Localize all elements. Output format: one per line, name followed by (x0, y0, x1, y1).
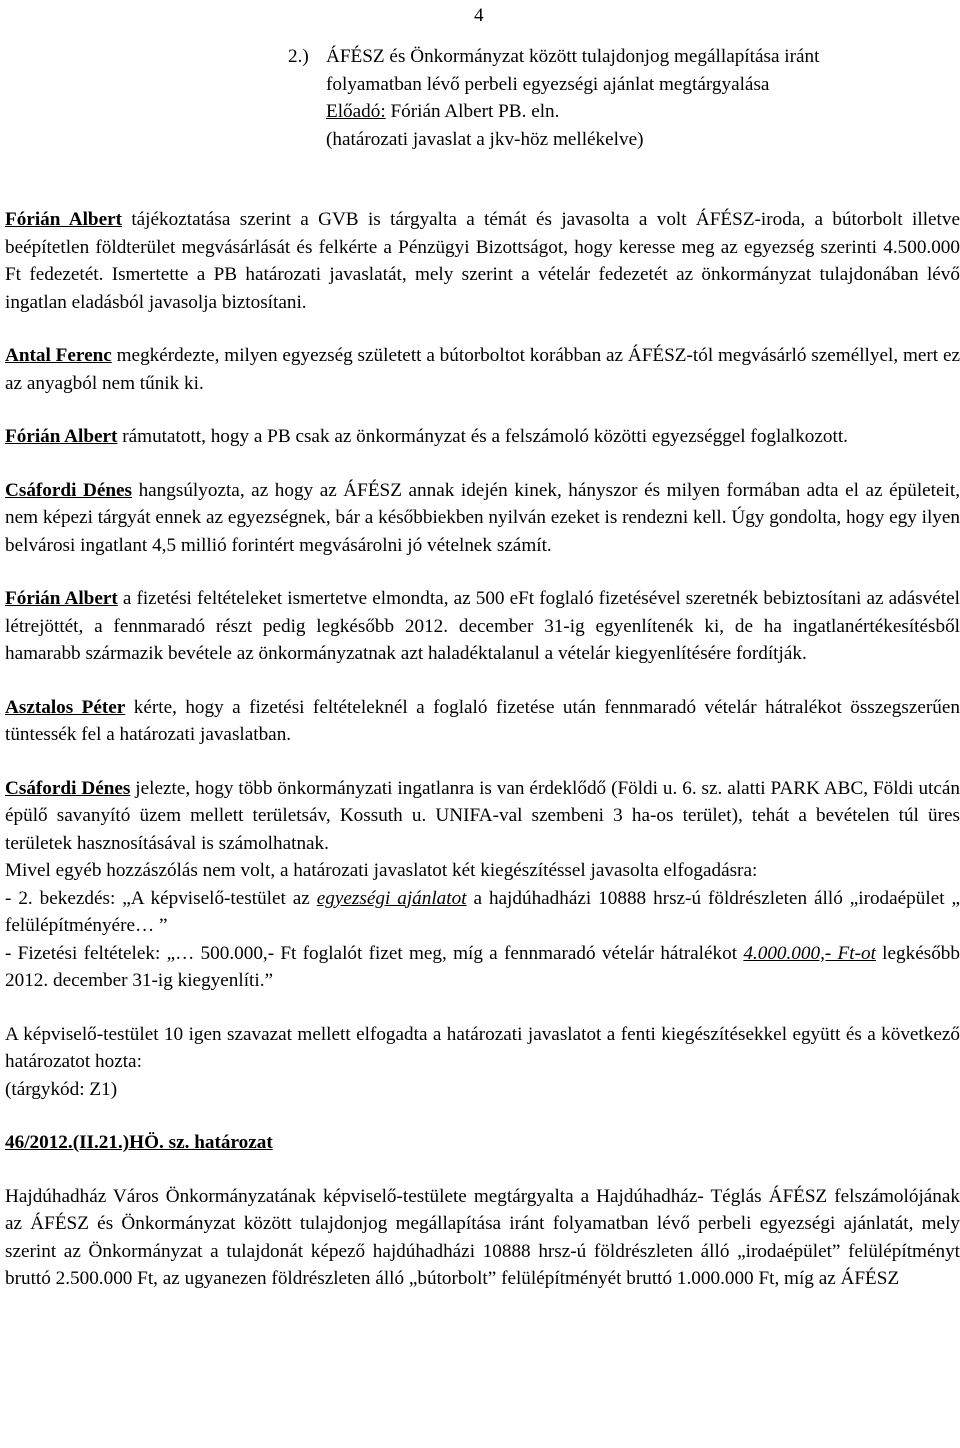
paragraph (5, 775, 960, 858)
amendment-1-emphasis: egyezségi ajánlatot (316, 887, 467, 909)
amendment-2-text: - Fizetési feltételek: „… 500.000,- Ft foglalót fizet meg, míg a fennmaradó vételár hátralékot (5, 942, 744, 964)
resolution-title (5, 1129, 960, 1157)
resolution-text: Hajdúhadház Város Önkormányzatának képviselő-testülete megtárgyalta a Hajdúhadház- Téglás ÁFÉSZ felszámolójának az ÁFÉSZ és Önkormányzat között tulajdonjog megállapítása iránt folyamatban lévő perbeli egyezségi ajánlatát, mely szerint az Önkormányzat a tulajdonát képező hajdúhadházi 10888 hrsz-ú földrészleten álló „irodaépület” felülépítményt bruttó 2.500.000 Ft, az ugyanezen földrészleten álló „bútorbolt” felülépítményét bruttó 1.000.000 Ft, míg az ÁFÉSZ (5, 1185, 960, 1289)
speaker-name: Antal Ferenc (5, 345, 112, 366)
paragraph (5, 206, 960, 316)
amendment-1-text: - 2. bekezdés: „A képviselő-testület az (5, 887, 317, 909)
amendment-1 (5, 885, 960, 940)
amendment-2 (5, 940, 960, 995)
paragraph (5, 342, 960, 397)
subject-code: (tárgykód: Z1) (5, 1078, 118, 1100)
paragraph (5, 694, 960, 749)
speaker-name: Fórián Albert (5, 588, 118, 609)
amendment-2-emphasis: 4.000.000,- Ft-ot (743, 942, 876, 964)
paragraph-text: tájékoztatása szerint a GVB is tárgyalta a témát és javasolta a volt ÁFÉSZ-iroda, a bútorbolt illetve beépítetlen földterület megvásárlását és felkérte a Pénzügyi Bizottságot, hogy keresse meg az egyezség szerinti 4.500.000 Ft fedezetét. Ismertette a PB határozati javaslatát, mely szerint a vételár fedezetét az önkormányzat tulajdonában lévő ingatlan eladásból javasolja biztosítani. (5, 209, 960, 313)
paragraph-text: megkérdezte, milyen egyezség született a bútorboltot korábban az ÁFÉSZ-tól megvásárló személlyel, mert ez az anyagból nem tűnik ki. (5, 345, 960, 394)
resolution-title-text: 46/2012.(II.21.)HÖ. sz. határozat (5, 1132, 273, 1153)
amendment-intro: Mivel egyéb hozzászólás nem volt, a határozati javaslatot két kiegészítéssel javasolta elfogadásra: (5, 860, 758, 881)
paragraph (5, 585, 960, 668)
paragraph-text: rámutatott, hogy a PB csak az önkormányzat és a felszámoló közötti egyezséggel foglalkozott. (117, 426, 848, 447)
minutes-body (5, 206, 960, 1293)
page-number: 4 (474, 5, 484, 26)
speaker-name: Asztalos Péter (5, 696, 126, 718)
agenda-note: (határozati javaslat a jkv-höz mellékelve) (326, 128, 644, 150)
speaker-name: Fórián Albert (5, 209, 122, 230)
speaker-name: Csáfordi Dénes (5, 479, 133, 501)
agenda-title-line-2: folyamatban lévő perbeli egyezségi ajánlat megtárgyalása (326, 73, 770, 95)
speaker-name: Csáfordi Dénes (5, 777, 131, 799)
agenda-number: 2.) (288, 46, 309, 67)
agenda-title-line-1: ÁFÉSZ és Önkormányzat között tulajdonjog megállapítása iránt (326, 46, 820, 67)
speaker-name: Fórián Albert (5, 426, 118, 447)
vote-text: A képviselő-testület 10 igen szavazat mellett elfogadta a határozati javaslatot a fenti kiegészítésekkel együtt és a következő határozatot hozta: (5, 1023, 960, 1072)
presenter: Fórián Albert PB. eln. (385, 101, 560, 122)
agenda-item (288, 43, 928, 153)
amendment-1-text-end: a hajdúhadházi 10888 hrsz-ú földrészleten álló „irodaépület „ felülépítményére… ” (5, 887, 960, 936)
paragraph (5, 423, 960, 451)
presenter-label: Előadó: (326, 101, 386, 122)
paragraph-text: jelezte, hogy több önkormányzati ingatlanra is van érdeklődő (Földi u. 6. sz. alatti PARK ABC, Földi utcán épülő savanyító üzem mellett területsáv, Kossuth u. UNIFA-val szembeni 3 ha-os terület), tehát a bevételen túl üres területek hasznosításával is számolhatnak. (5, 777, 960, 854)
paragraph-text: kérte, hogy a fizetési feltételeknél a foglaló fizetése után fennmaradó vételár hátralékot összegszerűen tüntessék fel a határozati javaslatban. (5, 696, 960, 745)
amendment-2-text-end: legkésőbb 2012. december 31-ig kiegyenlíti.” (5, 942, 960, 991)
paragraph-text: a fizetési feltételeket ismertetve elmondta, az 500 eFt foglaló fizetésével szeretnék bebiztosítani az adásvétel létrejöttét, a fennmaradó részt pedig legkésőbb 2012. december 31-ig egyenlítenék ki, de ha ingatlanértékesítésből hamarabb származik bevétele az önkormányzatnak azt haladéktalanul a vételár kiegyenlítésére fordítják. (5, 588, 960, 664)
paragraph-text: hangsúlyozta, az hogy az ÁFÉSZ annak idején kinek, hányszor és milyen formában adta el az épületeit, nem képezi tárgyát ennek az egyezségnek, bár a későbbiekben nyilván ezeket is rendezni kell. Úgy gondolta, hogy egy ilyen belvárosi ingatlant 4,5 millió forintért megvásárolni jó vételnek számít. (5, 479, 960, 556)
paragraph (5, 477, 960, 560)
